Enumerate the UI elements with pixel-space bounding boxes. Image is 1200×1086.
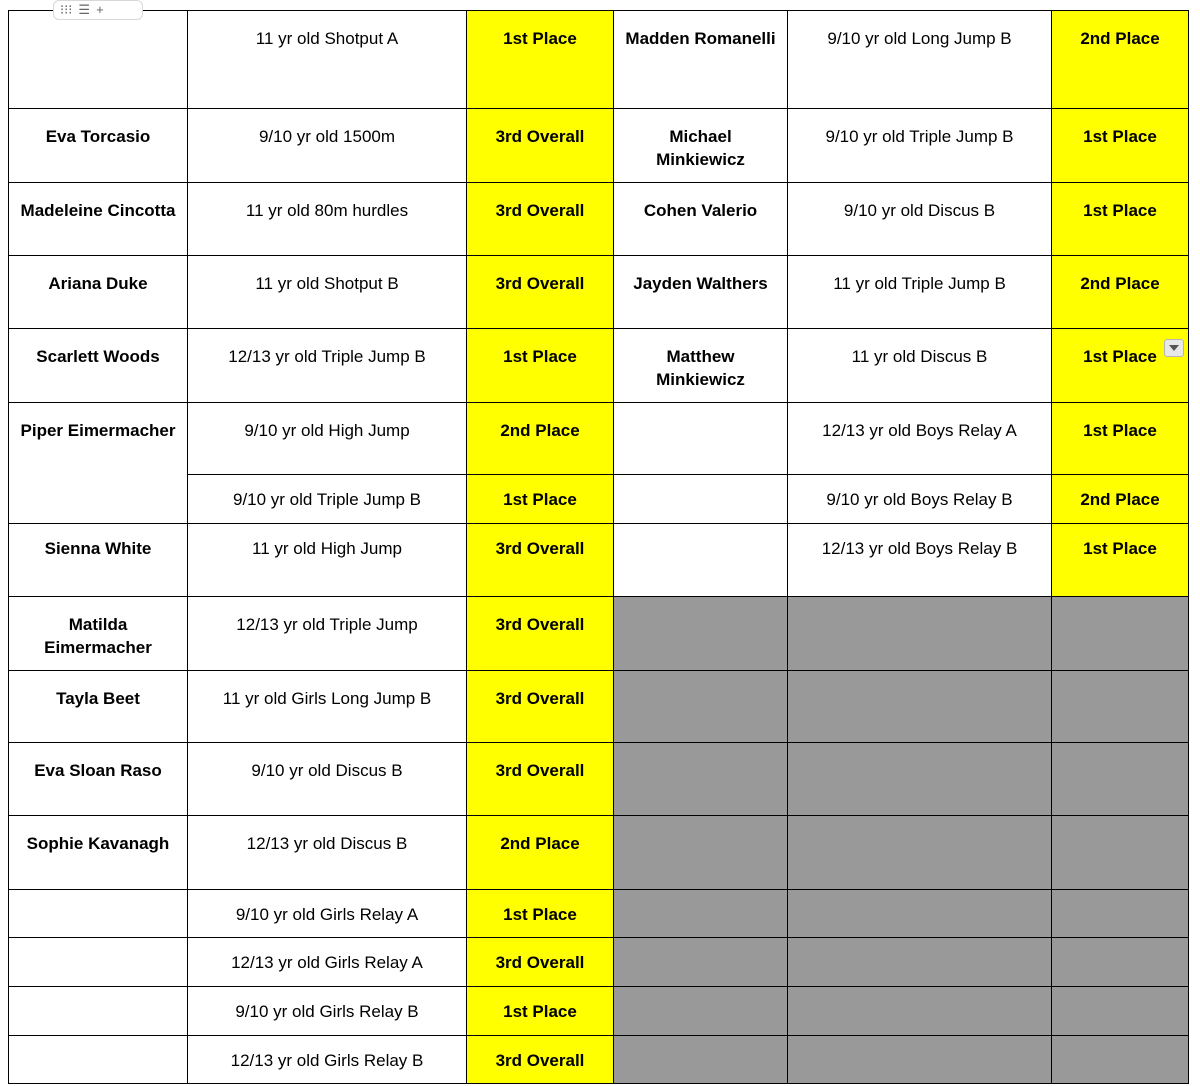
empty-cell[interactable] <box>614 1036 788 1084</box>
dropdown-arrow-icon[interactable] <box>1164 339 1184 357</box>
place-cell[interactable]: 2nd Place <box>1052 475 1189 524</box>
event-cell[interactable]: 9/10 yr old High Jump <box>188 403 467 475</box>
place-cell[interactable]: 2nd Place <box>467 403 614 475</box>
table-row <box>9 816 1189 890</box>
event-cell[interactable]: 9/10 yr old Long Jump B <box>788 11 1052 109</box>
place-cell[interactable]: 3rd Overall <box>467 743 614 816</box>
empty-cell[interactable] <box>788 816 1052 890</box>
empty-cell[interactable] <box>1052 987 1189 1036</box>
table-row <box>9 403 1189 475</box>
empty-cell[interactable] <box>1052 1036 1189 1084</box>
place-cell[interactable]: 1st Place <box>467 475 614 524</box>
empty-cell[interactable] <box>788 597 1052 671</box>
place-cell[interactable]: 1st Place <box>1052 109 1189 183</box>
empty-cell[interactable] <box>614 743 788 816</box>
place-cell[interactable]: 3rd Overall <box>467 597 614 671</box>
athlete-cell[interactable]: Madden Romanelli <box>614 11 788 109</box>
event-cell[interactable]: 11 yr old Triple Jump B <box>788 256 1052 329</box>
empty-cell[interactable] <box>788 1036 1052 1084</box>
empty-cell[interactable] <box>1052 597 1189 671</box>
place-cell[interactable]: 1st Place <box>1052 329 1189 403</box>
event-cell[interactable]: 9/10 yr old Discus B <box>188 743 467 816</box>
table-row <box>9 671 1189 743</box>
place-cell[interactable]: 3rd Overall <box>467 524 614 597</box>
event-cell[interactable]: 9/10 yr old Girls Relay A <box>188 890 467 938</box>
place-cell[interactable]: 1st Place <box>1052 524 1189 597</box>
place-cell[interactable]: 2nd Place <box>1052 256 1189 329</box>
table-row <box>9 256 1189 329</box>
table-row <box>9 743 1189 816</box>
event-cell[interactable]: 11 yr old Girls Long Jump B <box>188 671 467 743</box>
athlete-cell[interactable]: Scarlett Woods <box>9 329 188 403</box>
empty-cell[interactable] <box>614 671 788 743</box>
place-cell[interactable]: 1st Place <box>1052 183 1189 256</box>
empty-cell[interactable] <box>1052 938 1189 987</box>
place-cell[interactable]: 1st Place <box>467 11 614 109</box>
athlete-cell[interactable] <box>9 890 188 938</box>
event-cell[interactable]: 12/13 yr old Girls Relay B <box>188 1036 467 1084</box>
table-row <box>9 597 1189 671</box>
table-row <box>9 11 1189 109</box>
event-cell[interactable]: 12/13 yr old Triple Jump <box>188 597 467 671</box>
event-cell[interactable]: 12/13 yr old Boys Relay A <box>788 403 1052 475</box>
empty-cell[interactable] <box>614 597 788 671</box>
place-cell[interactable]: 1st Place <box>467 890 614 938</box>
place-cell[interactable]: 1st Place <box>467 329 614 403</box>
athlete-cell[interactable] <box>614 524 788 597</box>
empty-cell[interactable] <box>614 938 788 987</box>
event-cell[interactable]: 9/10 yr old Triple Jump B <box>788 109 1052 183</box>
place-cell[interactable]: 3rd Overall <box>467 109 614 183</box>
athlete-cell[interactable] <box>9 11 188 109</box>
event-cell[interactable]: 9/10 yr old Discus B <box>788 183 1052 256</box>
event-cell[interactable]: 11 yr old Discus B <box>788 329 1052 403</box>
place-cell[interactable]: 3rd Overall <box>467 938 614 987</box>
table-row <box>9 109 1189 183</box>
athlete-cell[interactable]: Cohen Valerio <box>614 183 788 256</box>
athlete-cell[interactable] <box>614 475 788 524</box>
event-cell[interactable]: 9/10 yr old Girls Relay B <box>188 987 467 1036</box>
table-row <box>9 183 1189 256</box>
results-table <box>8 10 1189 1084</box>
athlete-cell[interactable]: Ariana Duke <box>9 256 188 329</box>
table-row <box>9 890 1189 938</box>
event-cell[interactable]: 11 yr old High Jump <box>188 524 467 597</box>
athlete-cell[interactable]: Matilda Eimermacher <box>9 597 188 671</box>
athlete-cell[interactable]: Madeleine Cincotta <box>9 183 188 256</box>
athlete-cell[interactable]: Sienna White <box>9 524 188 597</box>
empty-cell[interactable] <box>1052 743 1189 816</box>
empty-cell[interactable] <box>788 987 1052 1036</box>
athlete-cell[interactable]: Jayden Walthers <box>614 256 788 329</box>
event-cell[interactable]: 11 yr old Shotput A <box>188 11 467 109</box>
add-icon[interactable]: + <box>96 2 104 17</box>
filter-icon[interactable]: ☰ <box>78 2 91 17</box>
empty-cell[interactable] <box>788 938 1052 987</box>
empty-cell[interactable] <box>788 743 1052 816</box>
table-row <box>9 987 1189 1036</box>
athlete-cell[interactable] <box>614 403 788 475</box>
event-cell[interactable]: 11 yr old 80m hurdles <box>188 183 467 256</box>
event-cell[interactable]: 12/13 yr old Boys Relay B <box>788 524 1052 597</box>
event-cell[interactable]: 12/13 yr old Triple Jump B <box>188 329 467 403</box>
table-row <box>9 938 1189 987</box>
athlete-cell[interactable]: Sophie Kavanagh <box>9 816 188 890</box>
athlete-cell[interactable]: Eva Sloan Raso <box>9 743 188 816</box>
event-cell[interactable]: 12/13 yr old Discus B <box>188 816 467 890</box>
place-cell[interactable]: 3rd Overall <box>467 183 614 256</box>
empty-cell[interactable] <box>788 671 1052 743</box>
athlete-cell[interactable]: Tayla Beet <box>9 671 188 743</box>
event-cell[interactable]: 9/10 yr old Triple Jump B <box>188 475 467 524</box>
drag-handle-icon[interactable]: ⁝⁝⁝ <box>60 2 73 17</box>
empty-cell[interactable] <box>1052 816 1189 890</box>
empty-cell[interactable] <box>788 890 1052 938</box>
table-row <box>9 329 1189 403</box>
empty-cell[interactable] <box>614 816 788 890</box>
place-cell[interactable]: 2nd Place <box>467 816 614 890</box>
event-cell[interactable]: 9/10 yr old Boys Relay B <box>788 475 1052 524</box>
table-toolbar <box>53 0 143 20</box>
table-row <box>9 1036 1189 1084</box>
athlete-cell[interactable] <box>9 938 188 987</box>
place-cell[interactable]: 2nd Place <box>1052 11 1189 109</box>
athlete-cell[interactable] <box>9 987 188 1036</box>
empty-cell[interactable] <box>614 987 788 1036</box>
place-cell[interactable]: 3rd Overall <box>467 256 614 329</box>
empty-cell[interactable] <box>1052 671 1189 743</box>
event-cell[interactable]: 12/13 yr old Girls Relay A <box>188 938 467 987</box>
empty-cell[interactable] <box>1052 890 1189 938</box>
athlete-cell[interactable]: Michael Minkiewicz <box>614 109 788 183</box>
event-cell[interactable]: 11 yr old Shotput B <box>188 256 467 329</box>
athlete-cell[interactable]: Matthew Minkiewicz <box>614 329 788 403</box>
athlete-cell[interactable] <box>9 1036 188 1084</box>
athlete-cell[interactable]: Piper Eimermacher <box>9 403 188 524</box>
place-cell[interactable]: 1st Place <box>467 987 614 1036</box>
place-cell[interactable]: 3rd Overall <box>467 671 614 743</box>
place-cell[interactable]: 1st Place <box>1052 403 1189 475</box>
event-cell[interactable]: 9/10 yr old 1500m <box>188 109 467 183</box>
empty-cell[interactable] <box>614 890 788 938</box>
table-row <box>9 524 1189 597</box>
athlete-cell[interactable]: Eva Torcasio <box>9 109 188 183</box>
place-cell[interactable]: 3rd Overall <box>467 1036 614 1084</box>
